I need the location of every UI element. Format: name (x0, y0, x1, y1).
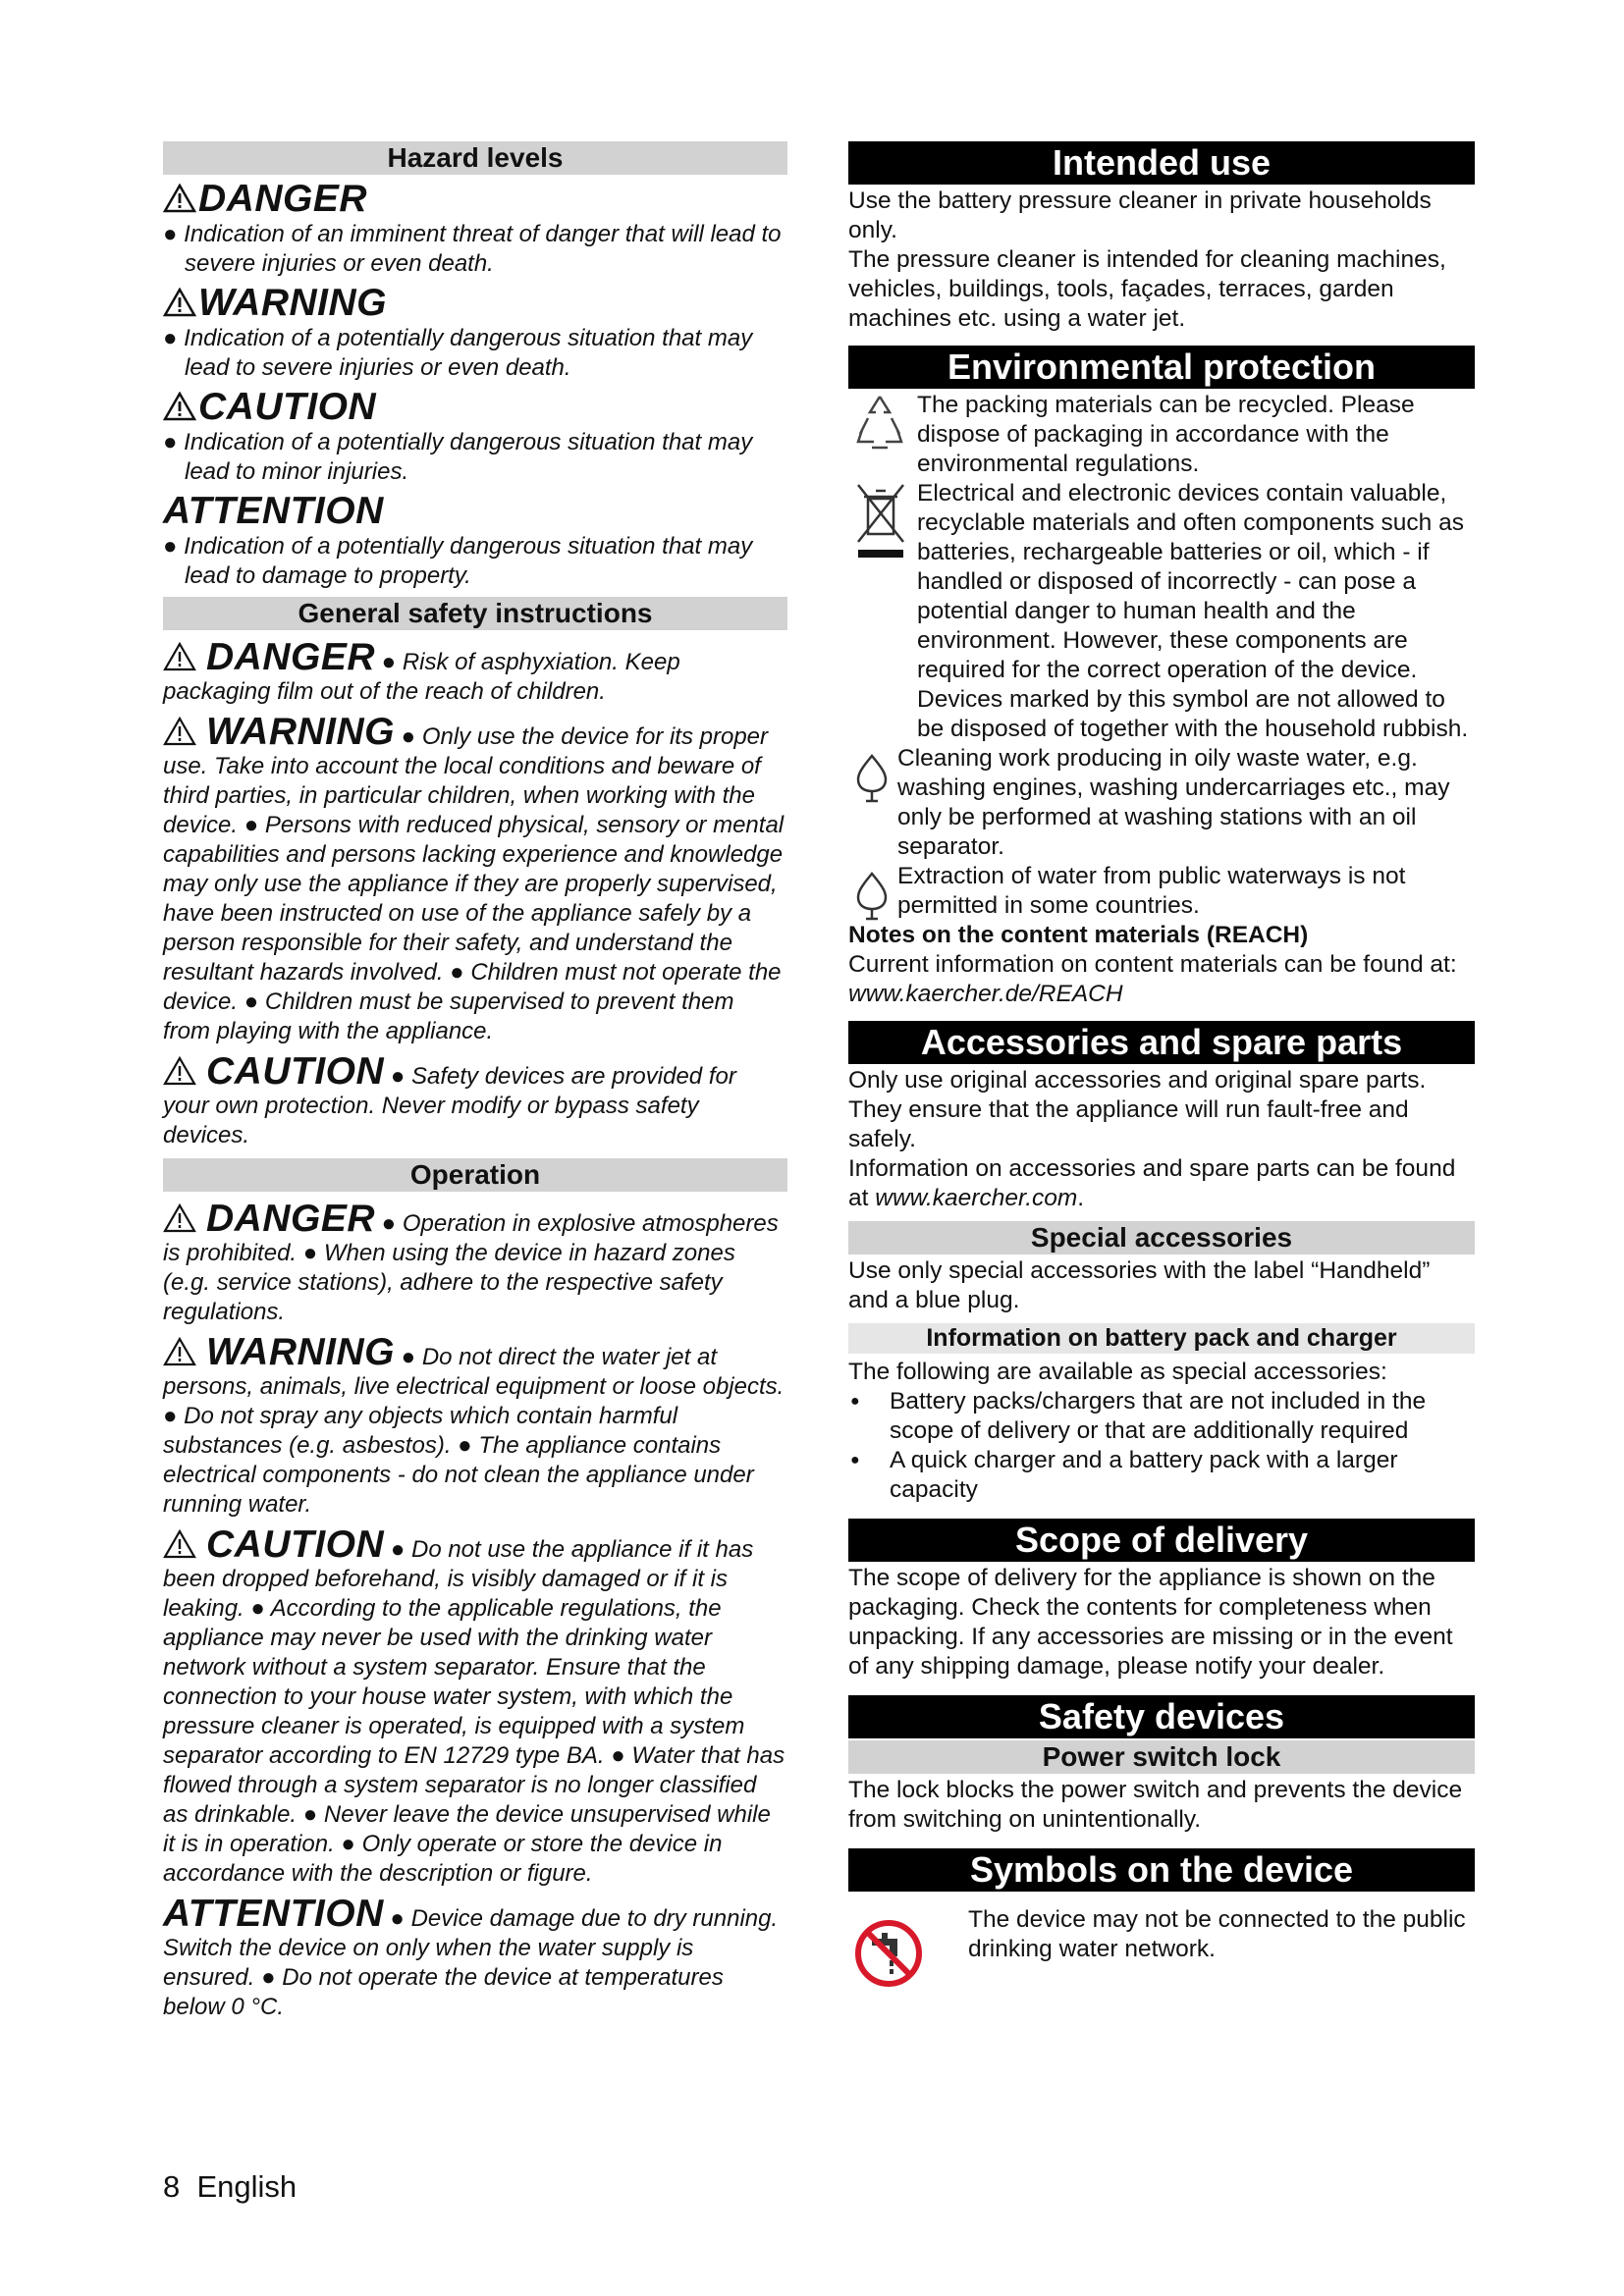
general-danger-paragraph (163, 638, 787, 707)
accessories-p2 (848, 1154, 1475, 1213)
recycle-row (848, 391, 1475, 479)
reach-link[interactable]: www.kaercher.de/REACH (848, 981, 1123, 1007)
symbols-heading: Symbols on the device (848, 1848, 1475, 1892)
recycle-text: The packing materials can be recycled. Please dispose of packaging in accordance with the environmental regulations. (917, 392, 1415, 477)
accessories-heading: Accessories and spare parts (848, 1021, 1475, 1064)
battery-info-intro: The following are available as special accessories: (848, 1359, 1387, 1385)
general-warning-keyword: WARNING (206, 711, 395, 753)
operation-warning-keyword: WARNING (206, 1331, 395, 1373)
no-drinking-water-icon (854, 1919, 923, 1988)
battery-info-list (848, 1387, 1475, 1505)
danger-title: DANGER (198, 178, 368, 220)
warning-triangle-icon (163, 1529, 196, 1559)
right-column (848, 141, 1475, 1984)
operation-danger-keyword: DANGER (206, 1198, 376, 1240)
warning-description: ● Indication of a potentially dangerous situation that may lead to severe injuries or even death. (163, 325, 753, 381)
intended-use-heading: Intended use (848, 141, 1475, 185)
weee-text-lead (917, 479, 1475, 744)
attention-level (163, 491, 787, 591)
general-caution-paragraph (163, 1052, 787, 1150)
general-safety-heading: General safety instructions (163, 597, 787, 630)
caution-level (163, 387, 787, 487)
intended-use-p1: Use the battery pressure cleaner in private households only. (848, 187, 1432, 243)
attention-title: ATTENTION (163, 490, 384, 532)
weee-text: Electrical and electronic devices contain valuable, recyclable materials and often components such as batteries, rechargeable batteries or oil, which - if handled or disposed of incorrectly - can pose a potential danger to human health and the environment. However, these components are required for the correct operation of the device. Devices marked by this symbol are not allowed to be disposed of together with the household rubbish. (917, 480, 1469, 742)
warning-title: WARNING (198, 282, 387, 324)
operation-caution-paragraph (163, 1525, 787, 1889)
water-text: Extraction of water from public waterways is not permitted in some countries. (897, 863, 1406, 919)
caution-title: CAUTION (198, 386, 377, 428)
general-warning-text: ● Only use the device for its proper use. Take into account the local conditions and beware of third parties, in particular children, when working with the device. ● Persons with reduced physical, sensory or mental capabilities and persons lacking experience and knowledge may only use the appliance if they are properly supervised, have been instructed on use of the appliance safely by a person responsible for their safety, and understand the resultant hazards involved. ● Children must not operate the device. ● Children must be supervised to prevent them from playing with the appliance. (163, 723, 785, 1044)
accessories-p2-suffix: . (1077, 1185, 1085, 1211)
general-danger-keyword: DANGER (206, 636, 376, 678)
attention-description: ● Indication of a potentially dangerous situation that may lead to damage to property. (163, 533, 753, 589)
safety-devices-heading: Safety devices (848, 1695, 1475, 1738)
accessories-p1: Only use original accessories and original spare parts. They ensure that the appliance will run fault-free and safely. (848, 1067, 1427, 1152)
oil-text: Cleaning work producing in oily waste water, e.g. washing engines, washing undercarriages etc., may only be performed at washing stations with an oil separator. (897, 745, 1450, 860)
symbol-row (848, 1905, 1475, 1984)
special-accessories-text: Use only special accessories with the label “Handheld” and a blue plug. (848, 1257, 1431, 1313)
operation-warning-paragraph (163, 1333, 787, 1520)
warning-triangle-icon (163, 288, 196, 317)
power-switch-lock-heading: Power switch lock (848, 1740, 1475, 1774)
danger-description: ● Indication of an imminent threat of danger that will lead to severe injuries or even death. (163, 221, 782, 277)
general-warning-paragraph (163, 713, 787, 1046)
warning-triangle-icon (163, 717, 196, 746)
general-caution-text: ● Safety devices are provided for your own protection. Never modify or bypass safety devices. (163, 1063, 736, 1148)
operation-attention-keyword: ATTENTION (163, 1893, 384, 1935)
operation-caution-keyword: CAUTION (206, 1523, 385, 1566)
symbol-text: The device may not be connected to the public drinking water network. (968, 1906, 1466, 1962)
warning-triangle-icon (163, 1056, 196, 1086)
oil-drop-icon (852, 752, 892, 807)
operation-heading: Operation (163, 1158, 787, 1192)
environmental-heading: Environmental protection (848, 346, 1475, 389)
footer-language: English (196, 2169, 298, 2204)
left-column (163, 141, 787, 2022)
reach-text: Current information on content materials can be found at: (848, 951, 1457, 978)
caution-description: ● Indication of a potentially dangerous situation that may lead to minor injuries. (163, 429, 753, 485)
warning-triangle-icon (163, 1203, 196, 1233)
battery-info-heading: Information on battery pack and charger (848, 1323, 1475, 1354)
recycle-icon (852, 391, 907, 454)
operation-caution-text: ● Do not use the appliance if it has been dropped beforehand, is visibly damaged or if it is leaking. ● According to the applicable regulations, the appliance may never be used with the drinking water network without a system separator. Ensure that the connection to your house water system, with which the pressure cleaner is operated, is equipped with a system separator according to EN 12729 type BA. ● Water that has flowed through a system separator is no longer classified as drinkable. ● Never leave the device unsupervised while it is in operation. ● Only operate or store the device in accordance with the description or figure. (163, 1536, 785, 1887)
operation-attention-text: ● Device damage due to dry running. Switch the device on only when the water supply is ensured. ● Do not operate the device at temperatures below 0 °C. (163, 1905, 779, 2020)
scope-heading: Scope of delivery (848, 1519, 1475, 1562)
special-accessories-heading: Special accessories (848, 1221, 1475, 1255)
warning-triangle-icon (163, 184, 196, 213)
list-item: ● A quick charger and a battery pack with a larger capacity (848, 1446, 1475, 1505)
kaercher-link[interactable]: www.kaercher.com (875, 1185, 1078, 1211)
reach-paragraph (848, 950, 1475, 1009)
water-drop-icon (852, 870, 892, 925)
warning-triangle-icon (163, 1337, 196, 1366)
hazard-levels-heading: Hazard levels (163, 141, 787, 175)
power-switch-lock-text: The lock blocks the power switch and prevents the device from switching on unintentionally. (848, 1777, 1463, 1833)
page-footer (163, 2169, 297, 2205)
crossed-out-bin-icon (852, 479, 909, 567)
operation-danger-text: ● Operation in explosive atmospheres is prohibited. ● When using the device in hazard zones (e.g. service stations), adhere to the respective safety regulations. (163, 1210, 779, 1325)
scope-text: The scope of delivery for the appliance is shown on the packaging. Check the contents for completeness when unpacking. If any accessories are missing or in the event of any shipping damage, please notify your dealer. (848, 1565, 1453, 1680)
operation-attention-paragraph (163, 1895, 787, 2022)
reach-heading: Notes on the content materials (REACH) (848, 922, 1309, 948)
general-danger-text: ● Risk of asphyxiation. Keep packaging film out of the reach of children. (163, 649, 680, 705)
accessories-p2-prefix: Information on accessories and spare parts can be found at (848, 1155, 1456, 1211)
page-number: 8 (163, 2169, 181, 2204)
danger-level (163, 179, 787, 279)
weee-row (848, 479, 1475, 744)
general-caution-keyword: CAUTION (206, 1050, 385, 1093)
warning-level (163, 283, 787, 383)
oil-row (848, 744, 1475, 862)
water-row (848, 862, 1475, 921)
warning-triangle-icon (163, 642, 196, 671)
operation-warning-text: ● Do not direct the water jet at persons, animals, live electrical equipment or loose objects. ● Do not spray any objects which contain harmful substances (e.g. asbestos). ● The appliance contains electrical components - do not clean the appliance under running water. (163, 1344, 785, 1518)
operation-danger-paragraph (163, 1200, 787, 1327)
list-item: ● Battery packs/chargers that are not included in the scope of delivery or that are additionally required (848, 1387, 1475, 1446)
warning-triangle-icon (163, 392, 196, 421)
intended-use-p2: The pressure cleaner is intended for cleaning machines, vehicles, buildings, tools, façades, terraces, garden machines etc. using a water jet. (848, 246, 1446, 332)
